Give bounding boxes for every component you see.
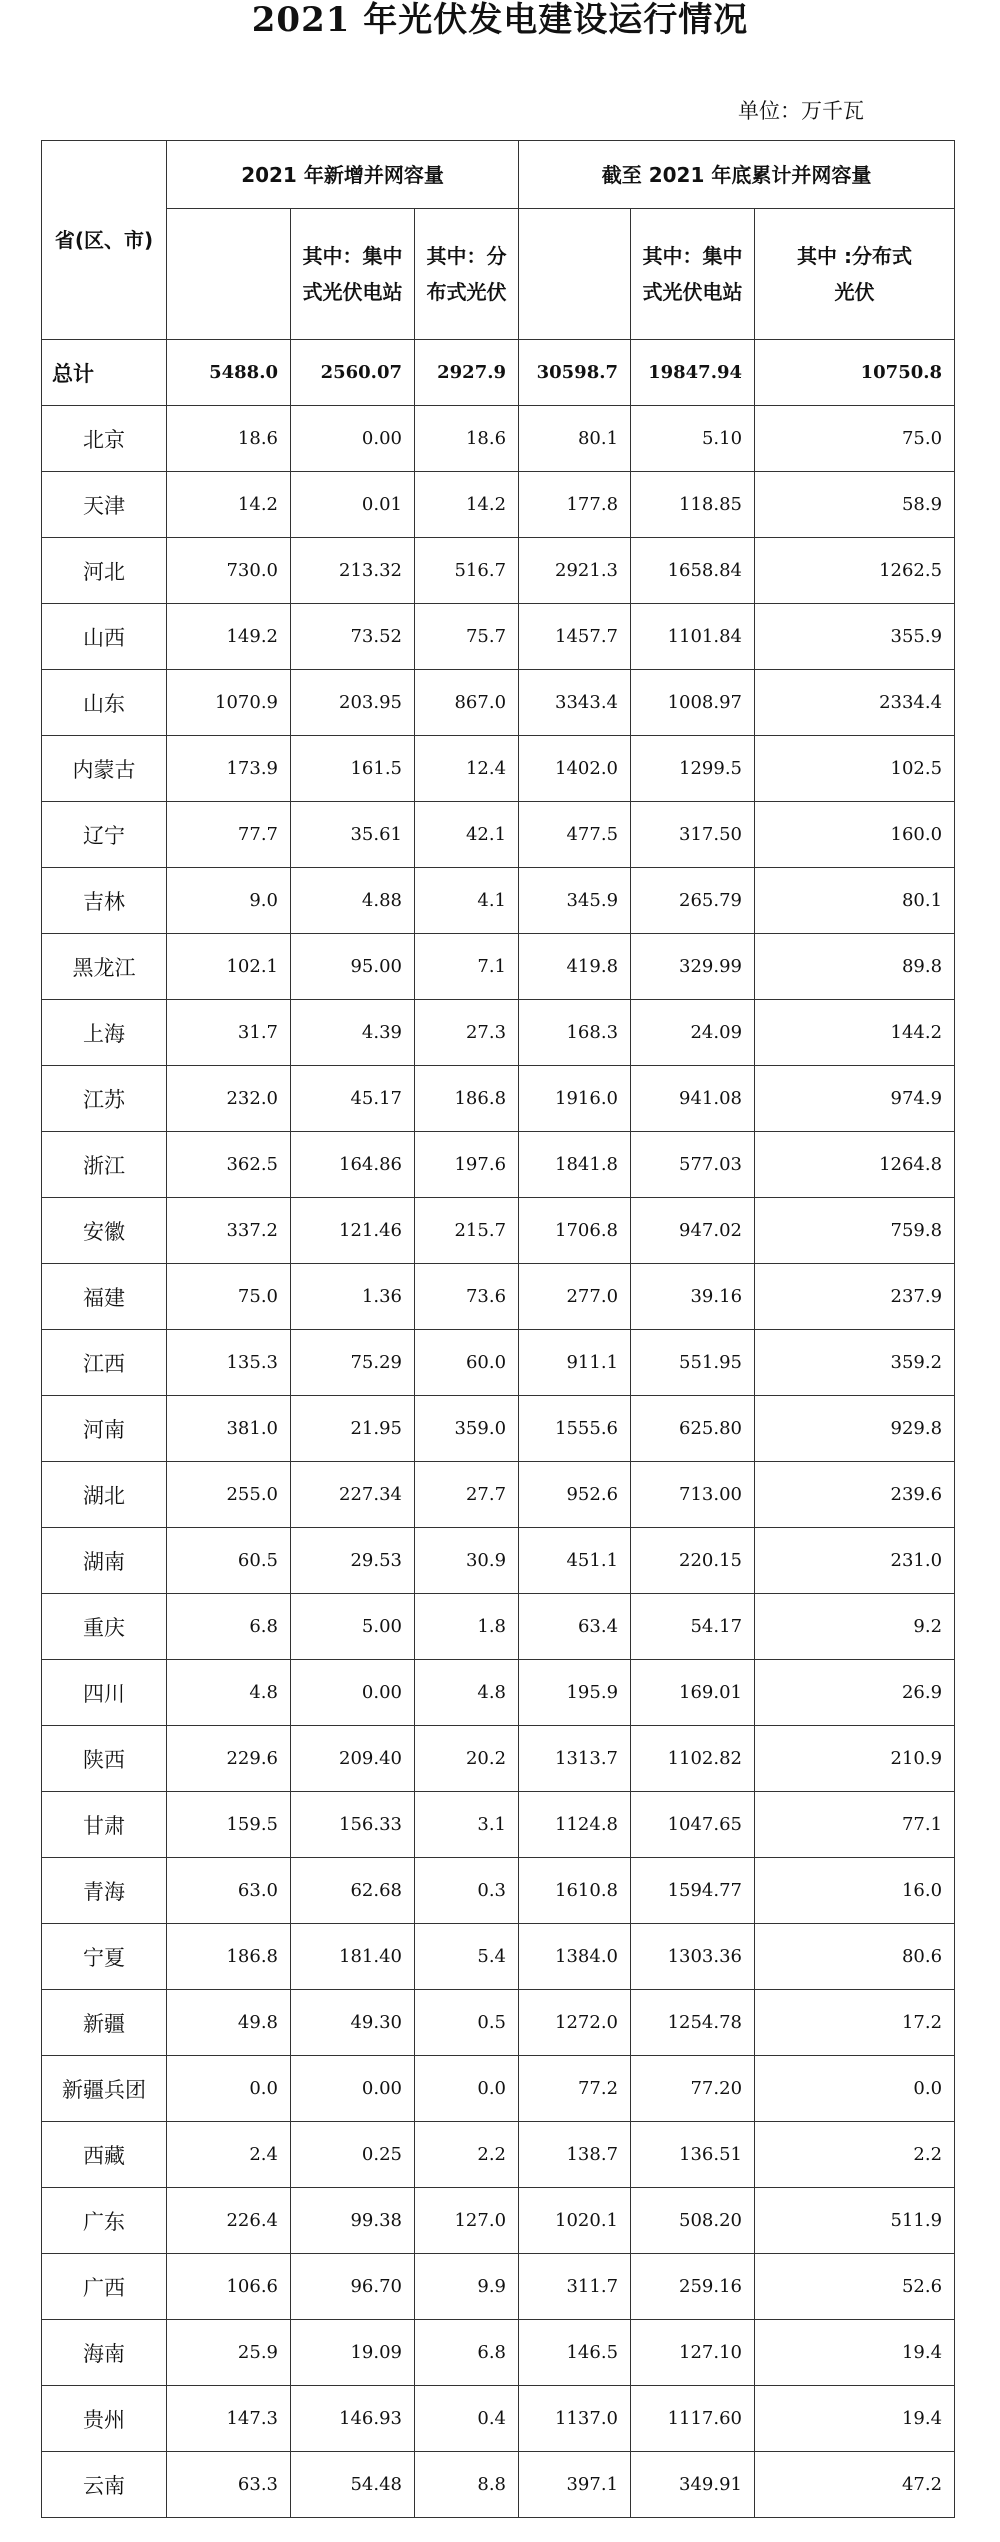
province-cell: 陕西 — [42, 1726, 167, 1792]
value-cell: 164.86 — [291, 1132, 415, 1198]
new-central-header — [291, 209, 415, 340]
province-cell: 安徽 — [42, 1198, 167, 1264]
table-body — [42, 340, 955, 2518]
value-cell: 73.52 — [291, 604, 415, 670]
value-cell: 1610.8 — [519, 1858, 631, 1924]
value-cell: 508.20 — [631, 2188, 755, 2254]
value-cell: 0.00 — [291, 2056, 415, 2122]
value-cell: 0.00 — [291, 406, 415, 472]
value-cell: 516.7 — [415, 538, 519, 604]
new-central-header-line1: 其中：集中 — [302, 244, 403, 268]
value-cell: 229.6 — [167, 1726, 291, 1792]
value-cell: 127.0 — [415, 2188, 519, 2254]
province-cell: 北京 — [42, 406, 167, 472]
value-cell: 5488.0 — [167, 340, 291, 406]
value-cell: 75.0 — [755, 406, 955, 472]
province-cell: 云南 — [42, 2452, 167, 2518]
province-cell: 江西 — [42, 1330, 167, 1396]
table-row — [42, 1660, 955, 1726]
value-cell: 1047.65 — [631, 1792, 755, 1858]
value-cell: 0.3 — [415, 1858, 519, 1924]
province-cell: 黑龙江 — [42, 934, 167, 1000]
value-cell: 227.34 — [291, 1462, 415, 1528]
value-cell: 9.0 — [167, 868, 291, 934]
table-row — [42, 1396, 955, 1462]
value-cell: 867.0 — [415, 670, 519, 736]
province-cell: 江苏 — [42, 1066, 167, 1132]
value-cell: 17.2 — [755, 1990, 955, 2056]
value-cell: 80.1 — [519, 406, 631, 472]
new-total-header — [167, 209, 291, 340]
value-cell: 127.10 — [631, 2320, 755, 2386]
value-cell: 362.5 — [167, 1132, 291, 1198]
table-row — [42, 1066, 955, 1132]
page-title: 2021 年光伏发电建设运行情况 — [251, 0, 749, 40]
value-cell: 317.50 — [631, 802, 755, 868]
value-cell: 77.2 — [519, 2056, 631, 2122]
table-row — [42, 406, 955, 472]
value-cell: 941.08 — [631, 1066, 755, 1132]
value-cell: 31.7 — [167, 1000, 291, 1066]
value-cell: 75.0 — [167, 1264, 291, 1330]
value-cell: 54.17 — [631, 1594, 755, 1660]
table-row — [42, 1792, 955, 1858]
value-cell: 26.9 — [755, 1660, 955, 1726]
cum-distributed-header-line2: 光伏 — [834, 280, 875, 304]
value-cell: 1117.60 — [631, 2386, 755, 2452]
table-row — [42, 1726, 955, 1792]
value-cell: 52.6 — [755, 2254, 955, 2320]
value-cell: 27.3 — [415, 1000, 519, 1066]
province-cell: 广西 — [42, 2254, 167, 2320]
value-cell: 25.9 — [167, 2320, 291, 2386]
value-cell: 27.7 — [415, 1462, 519, 1528]
value-cell: 10750.8 — [755, 340, 955, 406]
value-cell: 73.6 — [415, 1264, 519, 1330]
value-cell: 259.16 — [631, 2254, 755, 2320]
value-cell: 168.3 — [519, 1000, 631, 1066]
value-cell: 220.15 — [631, 1528, 755, 1594]
value-cell: 0.5 — [415, 1990, 519, 2056]
value-cell: 149.2 — [167, 604, 291, 670]
value-cell: 9.9 — [415, 2254, 519, 2320]
value-cell: 4.88 — [291, 868, 415, 934]
value-cell: 49.30 — [291, 1990, 415, 2056]
value-cell: 1.8 — [415, 1594, 519, 1660]
province-cell: 内蒙古 — [42, 736, 167, 802]
value-cell: 2560.07 — [291, 340, 415, 406]
table-row — [42, 1528, 955, 1594]
table-row — [42, 670, 955, 736]
province-cell: 山西 — [42, 604, 167, 670]
value-cell: 1303.36 — [631, 1924, 755, 1990]
value-cell: 974.9 — [755, 1066, 955, 1132]
value-cell: 58.9 — [755, 472, 955, 538]
value-cell: 89.8 — [755, 934, 955, 1000]
province-cell: 重庆 — [42, 1594, 167, 1660]
province-cell: 上海 — [42, 1000, 167, 1066]
value-cell: 1137.0 — [519, 2386, 631, 2452]
value-cell: 186.8 — [415, 1066, 519, 1132]
table-row — [42, 2188, 955, 2254]
value-cell: 1457.7 — [519, 604, 631, 670]
value-cell: 5.00 — [291, 1594, 415, 1660]
province-cell: 广东 — [42, 2188, 167, 2254]
new-distributed-header — [415, 209, 519, 340]
province-cell: 青海 — [42, 1858, 167, 1924]
province-cell: 湖北 — [42, 1462, 167, 1528]
value-cell: 4.8 — [415, 1660, 519, 1726]
value-cell: 77.20 — [631, 2056, 755, 2122]
new-central-header-line2: 式光伏电站 — [302, 280, 403, 304]
value-cell: 62.68 — [291, 1858, 415, 1924]
table-row — [42, 1330, 955, 1396]
table-row — [42, 1264, 955, 1330]
province-cell: 辽宁 — [42, 802, 167, 868]
value-cell: 159.5 — [167, 1792, 291, 1858]
value-cell: 30598.7 — [519, 340, 631, 406]
value-cell: 20.2 — [415, 1726, 519, 1792]
table-row — [42, 1000, 955, 1066]
table-row — [42, 1858, 955, 1924]
value-cell: 0.01 — [291, 472, 415, 538]
value-cell: 29.53 — [291, 1528, 415, 1594]
value-cell: 77.1 — [755, 1792, 955, 1858]
table-row — [42, 2254, 955, 2320]
value-cell: 1254.78 — [631, 1990, 755, 2056]
table-header — [42, 141, 955, 340]
table-row — [42, 736, 955, 802]
value-cell: 35.61 — [291, 802, 415, 868]
province-cell: 湖南 — [42, 1528, 167, 1594]
value-cell: 1555.6 — [519, 1396, 631, 1462]
value-cell: 19.09 — [291, 2320, 415, 2386]
table-row — [42, 2452, 955, 2518]
value-cell: 173.9 — [167, 736, 291, 802]
value-cell: 265.79 — [631, 868, 755, 934]
value-cell: 477.5 — [519, 802, 631, 868]
value-cell: 2.4 — [167, 2122, 291, 2188]
unit-label: 单位：万千瓦 — [738, 99, 864, 123]
value-cell: 47.2 — [755, 2452, 955, 2518]
table-row — [42, 1990, 955, 2056]
value-cell: 7.1 — [415, 934, 519, 1000]
table-row — [42, 604, 955, 670]
value-cell: 2927.9 — [415, 340, 519, 406]
value-cell: 226.4 — [167, 2188, 291, 2254]
value-cell: 9.2 — [755, 1594, 955, 1660]
value-cell: 0.0 — [755, 2056, 955, 2122]
value-cell: 177.8 — [519, 472, 631, 538]
value-cell: 1264.8 — [755, 1132, 955, 1198]
value-cell: 4.1 — [415, 868, 519, 934]
value-cell: 1020.1 — [519, 2188, 631, 2254]
value-cell: 3.1 — [415, 1792, 519, 1858]
value-cell: 118.85 — [631, 472, 755, 538]
value-cell: 39.16 — [631, 1264, 755, 1330]
value-cell: 451.1 — [519, 1528, 631, 1594]
province-cell: 海南 — [42, 2320, 167, 2386]
value-cell: 215.7 — [415, 1198, 519, 1264]
value-cell: 239.6 — [755, 1462, 955, 1528]
value-cell: 186.8 — [167, 1924, 291, 1990]
value-cell: 24.09 — [631, 1000, 755, 1066]
cum-central-header-line2: 式光伏电站 — [642, 280, 743, 304]
value-cell: 1.36 — [291, 1264, 415, 1330]
province-cell: 浙江 — [42, 1132, 167, 1198]
value-cell: 1594.77 — [631, 1858, 755, 1924]
table-row — [42, 802, 955, 868]
value-cell: 195.9 — [519, 1660, 631, 1726]
province-cell: 新疆兵团 — [42, 2056, 167, 2122]
value-cell: 730.0 — [167, 538, 291, 604]
province-cell: 新疆 — [42, 1990, 167, 2056]
value-cell: 0.0 — [415, 2056, 519, 2122]
value-cell: 96.70 — [291, 2254, 415, 2320]
value-cell: 2.2 — [755, 2122, 955, 2188]
value-cell: 18.6 — [167, 406, 291, 472]
value-cell: 1658.84 — [631, 538, 755, 604]
value-cell: 181.40 — [291, 1924, 415, 1990]
value-cell: 359.0 — [415, 1396, 519, 1462]
value-cell: 419.8 — [519, 934, 631, 1000]
value-cell: 277.0 — [519, 1264, 631, 1330]
value-cell: 1313.7 — [519, 1726, 631, 1792]
value-cell: 14.2 — [167, 472, 291, 538]
value-cell: 5.4 — [415, 1924, 519, 1990]
value-cell: 6.8 — [167, 1594, 291, 1660]
value-cell: 1299.5 — [631, 736, 755, 802]
value-cell: 42.1 — [415, 802, 519, 868]
table-row — [42, 2320, 955, 2386]
province-cell: 福建 — [42, 1264, 167, 1330]
value-cell: 3343.4 — [519, 670, 631, 736]
value-cell: 397.1 — [519, 2452, 631, 2518]
value-cell: 80.6 — [755, 1924, 955, 1990]
value-cell: 759.8 — [755, 1198, 955, 1264]
value-cell: 0.0 — [167, 2056, 291, 2122]
value-cell: 147.3 — [167, 2386, 291, 2452]
value-cell: 18.6 — [415, 406, 519, 472]
value-cell: 19847.94 — [631, 340, 755, 406]
province-cell: 山东 — [42, 670, 167, 736]
table-row — [42, 2386, 955, 2452]
value-cell: 30.9 — [415, 1528, 519, 1594]
table-row — [42, 2122, 955, 2188]
value-cell: 54.48 — [291, 2452, 415, 2518]
value-cell: 2921.3 — [519, 538, 631, 604]
value-cell: 4.39 — [291, 1000, 415, 1066]
value-cell: 1262.5 — [755, 538, 955, 604]
province-cell: 河南 — [42, 1396, 167, 1462]
table-row — [42, 2056, 955, 2122]
value-cell: 1124.8 — [519, 1792, 631, 1858]
value-cell: 947.02 — [631, 1198, 755, 1264]
total-row — [42, 340, 955, 406]
value-cell: 99.38 — [291, 2188, 415, 2254]
value-cell: 49.8 — [167, 1990, 291, 2056]
value-cell: 60.0 — [415, 1330, 519, 1396]
value-cell: 1008.97 — [631, 670, 755, 736]
value-cell: 146.5 — [519, 2320, 631, 2386]
province-cell: 天津 — [42, 472, 167, 538]
table-row — [42, 472, 955, 538]
value-cell: 75.29 — [291, 1330, 415, 1396]
province-cell: 四川 — [42, 1660, 167, 1726]
value-cell: 121.46 — [291, 1198, 415, 1264]
value-cell: 0.00 — [291, 1660, 415, 1726]
province-cell: 西藏 — [42, 2122, 167, 2188]
province-cell: 宁夏 — [42, 1924, 167, 1990]
value-cell: 75.7 — [415, 604, 519, 670]
value-cell: 135.3 — [167, 1330, 291, 1396]
table-row — [42, 934, 955, 1000]
value-cell: 136.51 — [631, 2122, 755, 2188]
value-cell: 146.93 — [291, 2386, 415, 2452]
new-distributed-header-line1: 其中：分 — [426, 244, 507, 268]
value-cell: 237.9 — [755, 1264, 955, 1330]
value-cell: 144.2 — [755, 1000, 955, 1066]
value-cell: 102.5 — [755, 736, 955, 802]
table-row — [42, 538, 955, 604]
value-cell: 156.33 — [291, 1792, 415, 1858]
value-cell: 203.95 — [291, 670, 415, 736]
value-cell: 160.0 — [755, 802, 955, 868]
value-cell: 14.2 — [415, 472, 519, 538]
value-cell: 63.3 — [167, 2452, 291, 2518]
value-cell: 577.03 — [631, 1132, 755, 1198]
table-row — [42, 1594, 955, 1660]
value-cell: 80.1 — [755, 868, 955, 934]
value-cell: 625.80 — [631, 1396, 755, 1462]
value-cell: 255.0 — [167, 1462, 291, 1528]
value-cell: 95.00 — [291, 934, 415, 1000]
new-capacity-header: 2021 年新增并网容量 — [167, 141, 519, 209]
value-cell: 16.0 — [755, 1858, 955, 1924]
value-cell: 8.8 — [415, 2452, 519, 2518]
table-row — [42, 1462, 955, 1528]
table-row — [42, 1198, 955, 1264]
value-cell: 138.7 — [519, 2122, 631, 2188]
cumulative-capacity-header: 截至 2021 年底累计并网容量 — [519, 141, 955, 209]
value-cell: 1402.0 — [519, 736, 631, 802]
value-cell: 1916.0 — [519, 1066, 631, 1132]
value-cell: 63.4 — [519, 1594, 631, 1660]
pv-capacity-table — [41, 140, 955, 2518]
value-cell: 161.5 — [291, 736, 415, 802]
cum-distributed-header-line1: 其中 :分布式 — [797, 244, 913, 268]
value-cell: 12.4 — [415, 736, 519, 802]
value-cell: 355.9 — [755, 604, 955, 670]
table-row — [42, 868, 955, 934]
province-cell: 甘肃 — [42, 1792, 167, 1858]
value-cell: 551.95 — [631, 1330, 755, 1396]
value-cell: 337.2 — [167, 1198, 291, 1264]
cum-central-header-line1: 其中：集中 — [642, 244, 743, 268]
province-cell: 吉林 — [42, 868, 167, 934]
value-cell: 359.2 — [755, 1330, 955, 1396]
value-cell: 213.32 — [291, 538, 415, 604]
value-cell: 2334.4 — [755, 670, 955, 736]
value-cell: 0.25 — [291, 2122, 415, 2188]
cum-central-header — [631, 209, 755, 340]
value-cell: 311.7 — [519, 2254, 631, 2320]
value-cell: 106.6 — [167, 2254, 291, 2320]
value-cell: 197.6 — [415, 1132, 519, 1198]
value-cell: 169.01 — [631, 1660, 755, 1726]
table-row — [42, 1924, 955, 1990]
value-cell: 209.40 — [291, 1726, 415, 1792]
value-cell: 6.8 — [415, 2320, 519, 2386]
value-cell: 210.9 — [755, 1726, 955, 1792]
value-cell: 4.8 — [167, 1660, 291, 1726]
header-row-group — [42, 141, 955, 209]
value-cell: 1070.9 — [167, 670, 291, 736]
value-cell: 345.9 — [519, 868, 631, 934]
value-cell: 21.95 — [291, 1396, 415, 1462]
table-row — [42, 1132, 955, 1198]
value-cell: 329.99 — [631, 934, 755, 1000]
cum-total-header — [519, 209, 631, 340]
value-cell: 1706.8 — [519, 1198, 631, 1264]
value-cell: 952.6 — [519, 1462, 631, 1528]
value-cell: 19.4 — [755, 2386, 955, 2452]
value-cell: 511.9 — [755, 2188, 955, 2254]
value-cell: 1102.82 — [631, 1726, 755, 1792]
value-cell: 63.0 — [167, 1858, 291, 1924]
value-cell: 929.8 — [755, 1396, 955, 1462]
value-cell: 102.1 — [167, 934, 291, 1000]
value-cell: 713.00 — [631, 1462, 755, 1528]
header-row-sub — [42, 209, 955, 340]
province-cell: 河北 — [42, 538, 167, 604]
value-cell: 381.0 — [167, 1396, 291, 1462]
value-cell: 1384.0 — [519, 1924, 631, 1990]
province-cell: 总计 — [42, 340, 167, 406]
value-cell: 232.0 — [167, 1066, 291, 1132]
value-cell: 349.91 — [631, 2452, 755, 2518]
value-cell: 45.17 — [291, 1066, 415, 1132]
value-cell: 0.4 — [415, 2386, 519, 2452]
new-distributed-header-line2: 布式光伏 — [426, 280, 507, 304]
value-cell: 77.7 — [167, 802, 291, 868]
value-cell: 60.5 — [167, 1528, 291, 1594]
value-cell: 1101.84 — [631, 604, 755, 670]
value-cell: 1272.0 — [519, 1990, 631, 2056]
value-cell: 911.1 — [519, 1330, 631, 1396]
province-header: 省(区、市) — [42, 141, 167, 340]
value-cell: 2.2 — [415, 2122, 519, 2188]
cum-distributed-header — [755, 209, 955, 340]
value-cell: 19.4 — [755, 2320, 955, 2386]
province-cell: 贵州 — [42, 2386, 167, 2452]
value-cell: 231.0 — [755, 1528, 955, 1594]
value-cell: 1841.8 — [519, 1132, 631, 1198]
value-cell: 5.10 — [631, 406, 755, 472]
